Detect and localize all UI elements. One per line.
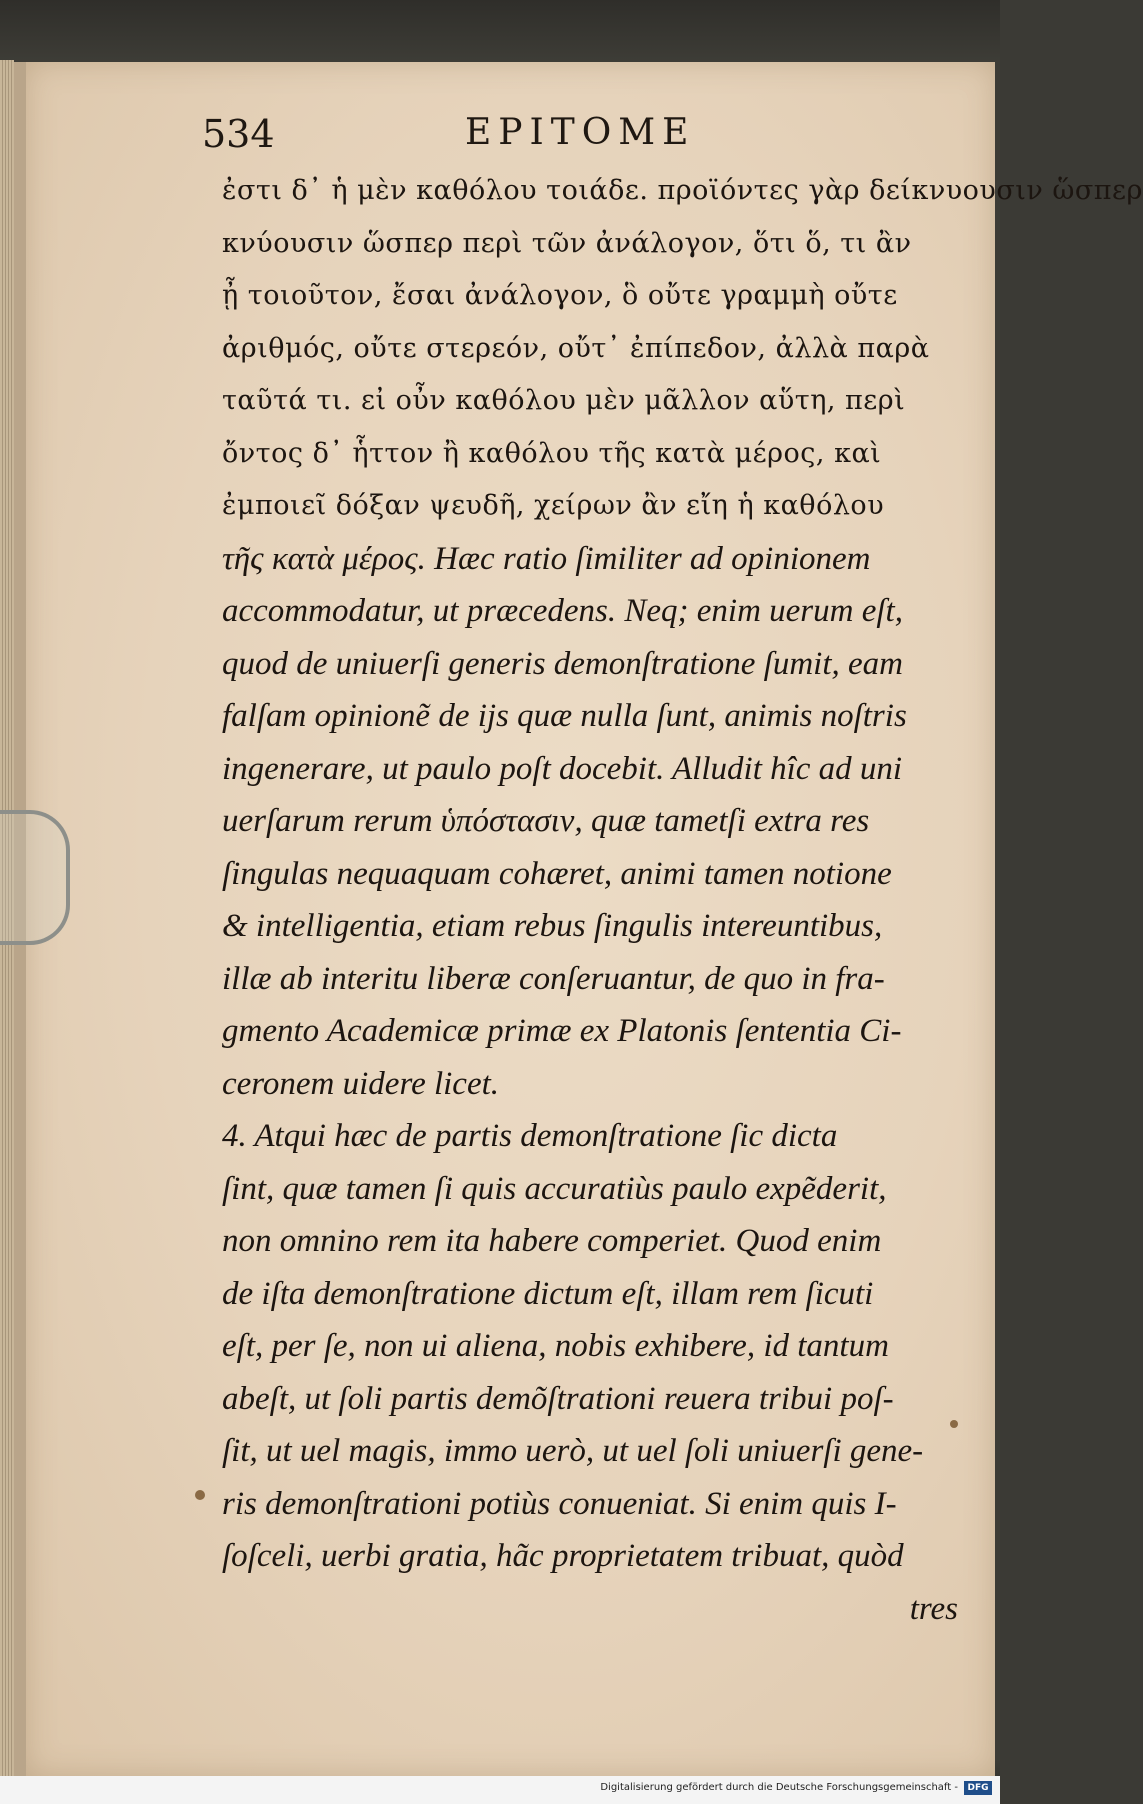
- text-block: [222, 165, 1143, 1635]
- text-line: 4. Atqui hæc de partis demonſtratione ſic dicta: [222, 1118, 838, 1154]
- text-line: ris demonſtrationi potiùs conueniat. Si enim quis I-: [222, 1485, 897, 1522]
- text-line: ſit, ut uel magis, immo uerò, ut uel ſoli uniuerſi gene-: [222, 1433, 924, 1469]
- text-line: ingenerare, ut paulo poſt docebit. Alludit hîc ad uni: [222, 750, 903, 787]
- paper-stain: [195, 1490, 205, 1500]
- text-line: ἐμποιεῖ δόξαν ψευδῆ, χείρων ἂν εἴη ἡ καθόλου: [222, 490, 885, 521]
- text-line: falſam opinionẽ de ijs quæ nulla ſunt, animis noſtris: [222, 698, 907, 734]
- text-line: quod de uniuerſi generis demonſtratione ſumit, eam: [222, 645, 903, 682]
- text-line: ᾖ τοιοῦτον, ἔσαι ἀνάλογον, ὃ οὔτε γραμμὴ οὔτε: [222, 280, 898, 311]
- running-head: EPITOME: [465, 112, 696, 153]
- text-line: uerſarum rerum ὑπόστασιν, quæ tametſi extra res: [222, 803, 870, 839]
- text-line: abeſt, ut ſoli partis demõſtrationi reuera tribui poſ-: [222, 1380, 894, 1417]
- dfg-logo: DFG: [964, 1781, 992, 1795]
- text-line: ſint, quæ tamen ſi quis accuratiùs paulo expẽderit,: [222, 1170, 887, 1207]
- text-line: eſt, per ſe, non ui aliena, nobis exhibere, id tantum: [222, 1328, 889, 1364]
- digitization-credit: Digitalisierung gefördert durch die Deutsche Forschungsgemeinschaft -: [600, 1782, 958, 1793]
- text-line: ταῦτά τι. εἰ οὖν καθόλου μὲν μᾶλλον αὕτη, περὶ: [222, 385, 906, 416]
- text-line: ceronem uidere licet.: [222, 1065, 500, 1102]
- text-line: ἐστι δ᾽ ἡ μὲν καθόλου τοιάδε. προϊόντες γὰρ δείκνυουσιν ὥσπερ: [222, 175, 1143, 206]
- text-line: & intelligentia, etiam rebus ſingulis intereuntibus,: [222, 908, 883, 944]
- text-line: accommodatur, ut præcedens. Neq; enim uerum eſt,: [222, 593, 903, 629]
- text-line: τῆς κατὰ μέρος. Hæc ratio ſimiliter ad opinionem: [222, 540, 871, 577]
- text-line: non omnino rem ita habere comperiet. Quod enim: [222, 1223, 882, 1259]
- text-line: gmento Academicæ primæ ex Platonis ſententia Ci-: [222, 1013, 902, 1049]
- text-line: de iſta demonſtratione dictum eſt, illam rem ſicuti: [222, 1275, 874, 1312]
- text-line: ſoſceli, uerbi gratia, hãc proprietatem tribuat, quòd: [222, 1538, 904, 1574]
- page-number: 534: [202, 112, 275, 156]
- book-clasp: [0, 810, 70, 945]
- text-line: ſingulas nequaquam cohæret, animi tamen notione: [222, 855, 892, 892]
- text-line: ἀριθμός, οὔτε στερεόν, οὔτ᾽ ἐπίπεδον, ἀλλὰ παρὰ: [222, 332, 930, 364]
- page-header: [200, 112, 970, 157]
- text-line: κνύουσιν ὥσπερ περὶ τῶν ἀνάλογον, ὅτι ὅ, τι ἂν: [222, 227, 912, 259]
- text-line: tres: [909, 1590, 958, 1627]
- text-line: illæ ab interitu liberæ conſeruantur, de quo in fra-: [222, 960, 885, 997]
- text-line: ὄντος δ᾽ ἧττον ἢ καθόλου τῆς κατὰ μέρος, καὶ: [222, 437, 882, 469]
- footer-bar: [0, 1776, 1000, 1804]
